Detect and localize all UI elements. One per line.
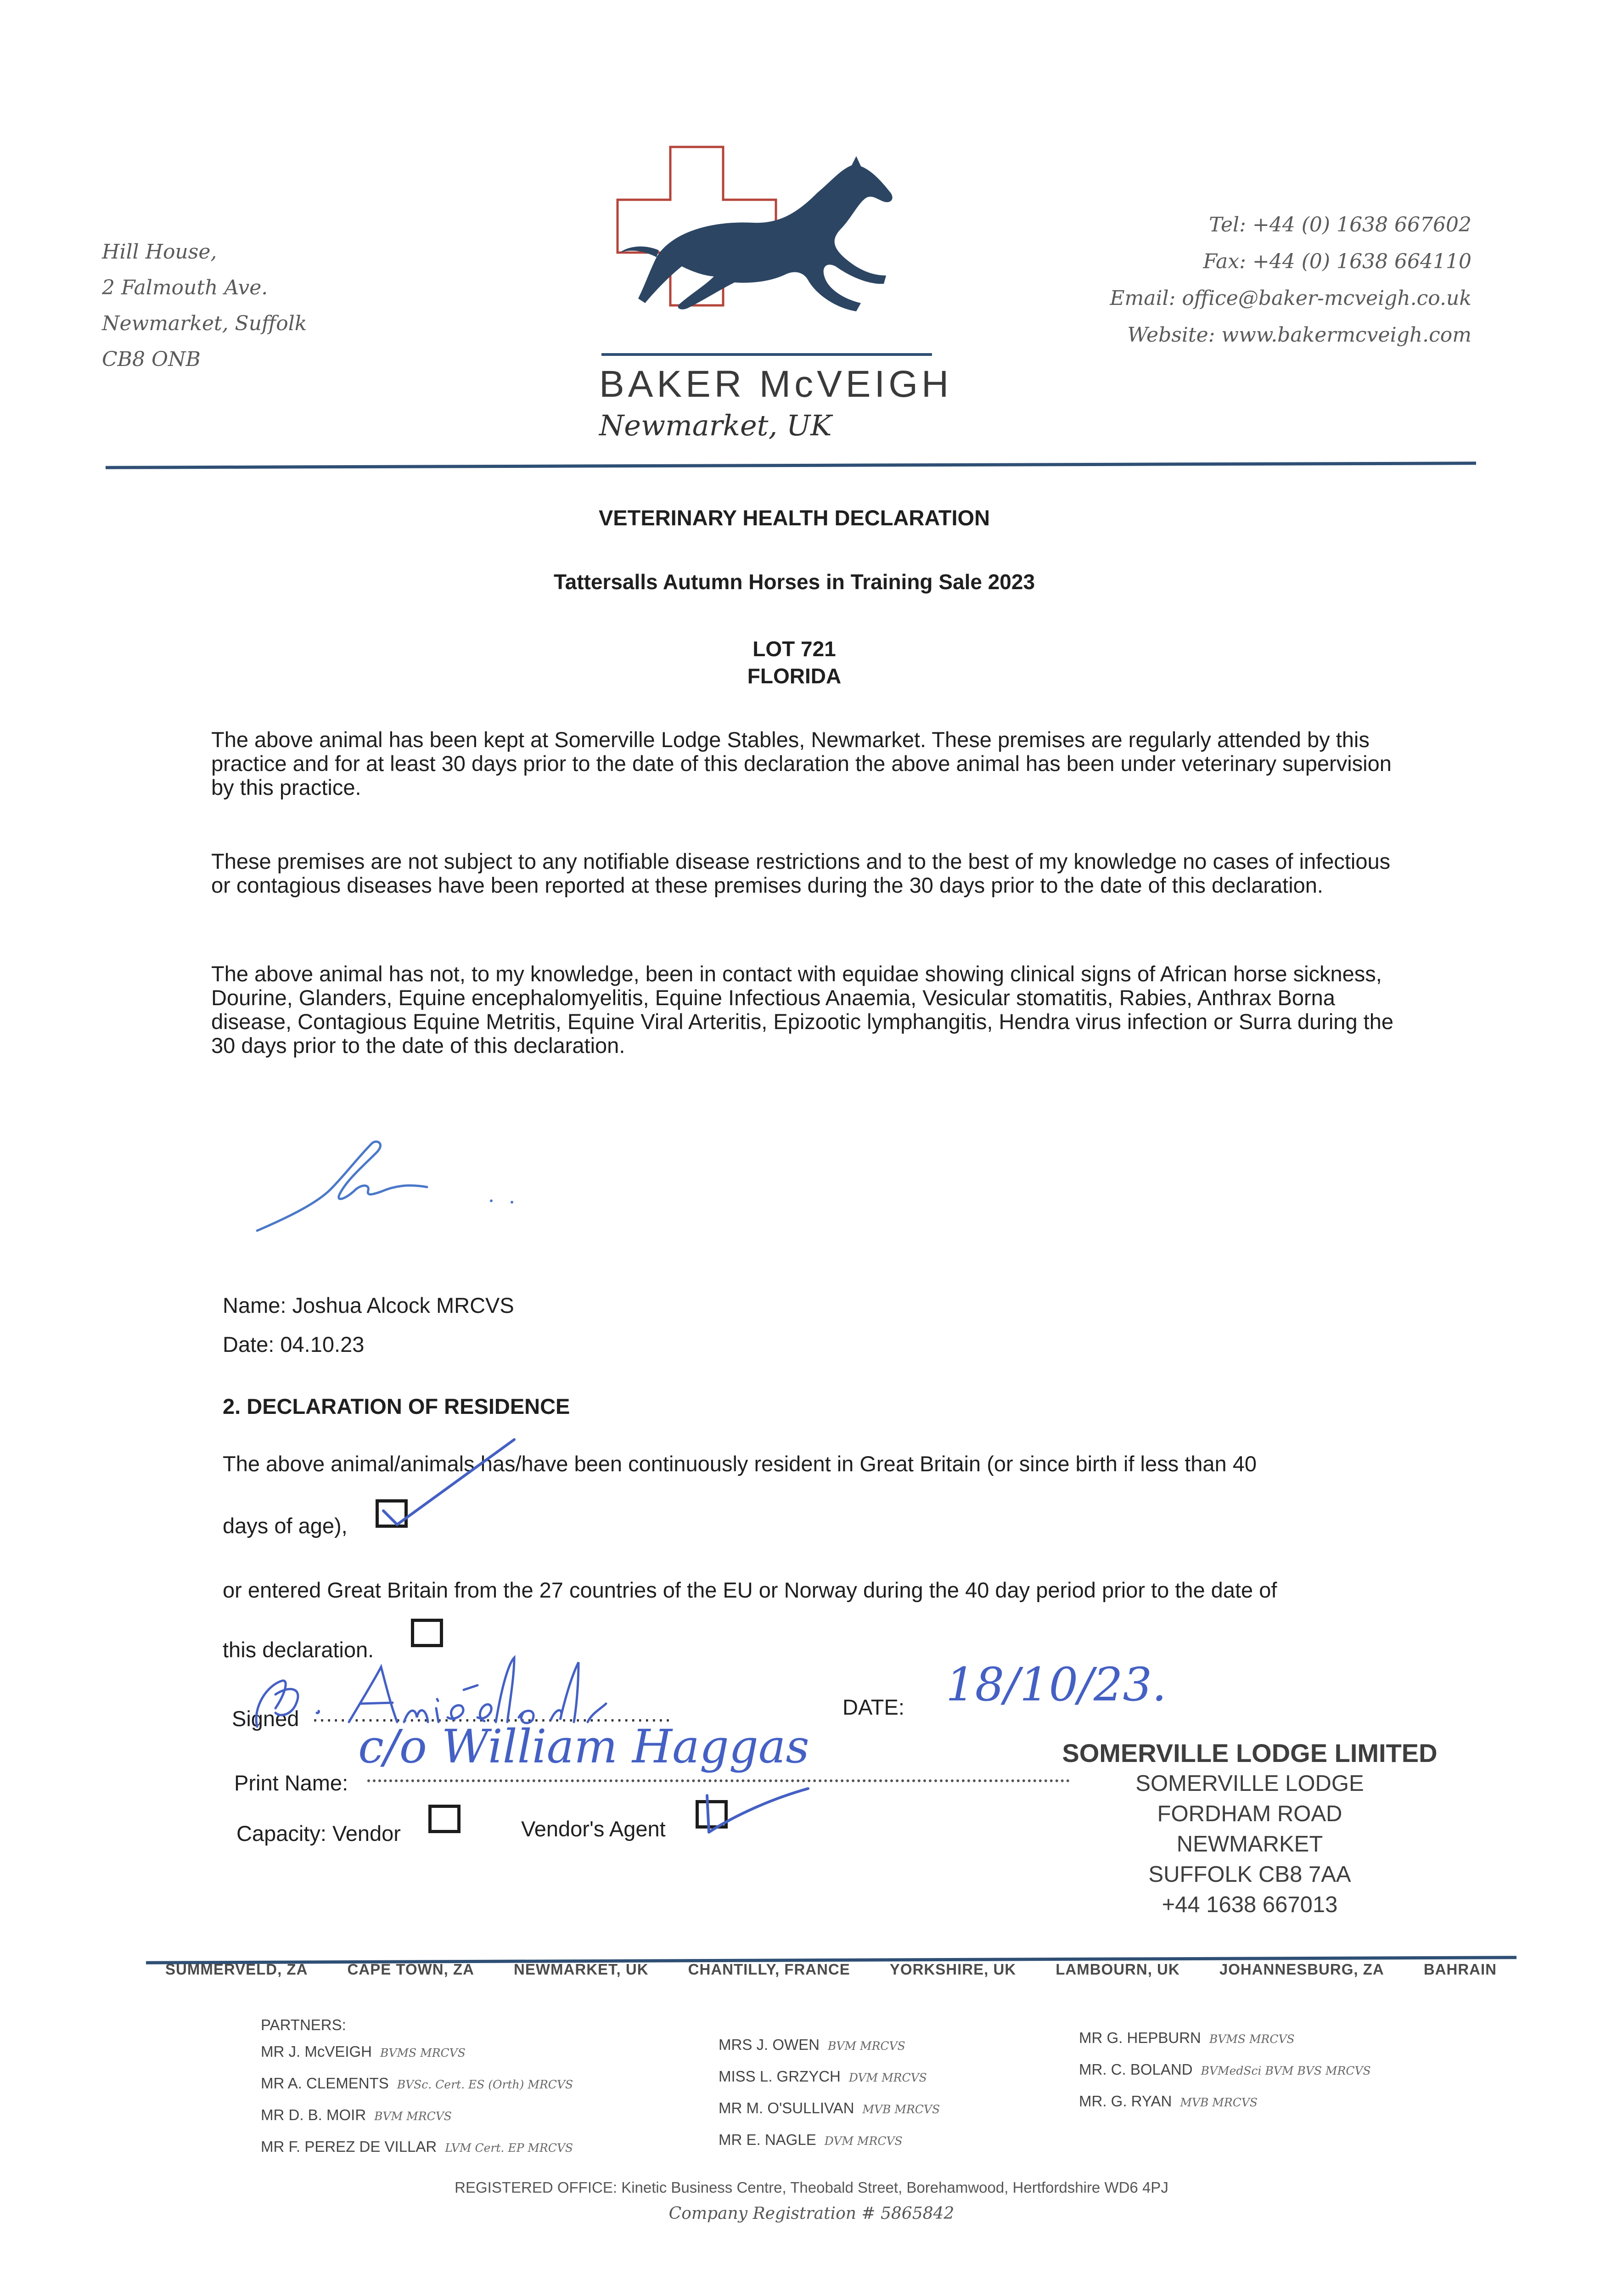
partner-entry: MR. G. RYAN MVB MRCVS: [1079, 2093, 1258, 2110]
partner-entry: MR. C. BOLAND BVMedSci BVM BVS MRCVS: [1079, 2061, 1371, 2078]
stamp-line: +44 1638 667013: [1162, 1892, 1338, 1917]
address-line: 2 Falmouth Ave.: [102, 276, 268, 299]
vendor-agent-label: Vendor's Agent: [521, 1817, 666, 1841]
practice-contact: [1110, 207, 1471, 354]
practice-address: [102, 234, 307, 377]
check-mark-icon: [702, 1782, 813, 1846]
lot-number: LOT 721: [753, 637, 836, 661]
location-item: CAPE TOWN, ZA: [347, 1961, 474, 1978]
contact-line: Tel: +44 (0) 1638 667602: [1209, 213, 1471, 236]
company-stamp: [1025, 1738, 1475, 1920]
stamp-company-name: SOMERVILLE LODGE LIMITED: [1062, 1739, 1438, 1767]
handwritten-date: 18/10/23.: [946, 1658, 1167, 1711]
address-line: Newmarket, Suffolk: [102, 312, 307, 335]
residence-option1-text: days of age),: [223, 1514, 348, 1538]
residence-option2-text: or entered Great Britain from the 27 countries of the EU or Norway during the 40 day period prior to the date of: [223, 1578, 1277, 1602]
residence-option1-text: The above animal/animals has/have been continuously resident in Great Britain (or since birth if less than 40: [223, 1452, 1257, 1476]
location-item: SUMMERVELD, ZA: [165, 1961, 308, 1978]
residence-heading: 2. DECLARATION OF RESIDENCE: [223, 1394, 570, 1418]
contact-line: Email: office@baker-mcveigh.co.uk: [1110, 287, 1471, 310]
partner-entry: MR M. O'SULLIVAN MVB MRCVS: [719, 2099, 940, 2116]
stamp-line: NEWMARKET: [1176, 1832, 1323, 1857]
residence-option2-text: this declaration.: [223, 1638, 374, 1662]
print-name-label: Print Name:: [234, 1771, 348, 1795]
location-item: LAMBOURN, UK: [1056, 1961, 1180, 1978]
signature-line: ....................................................: [312, 1702, 672, 1726]
partner-entry: MR A. CLEMENTS BVSc. Cert. ES (Orth) MRCVS: [261, 2075, 573, 2092]
partner-entry: MR E. NAGLE DVM MRCVS: [719, 2131, 903, 2148]
horse-name: FLORIDA: [747, 664, 842, 688]
partners-column: [719, 2030, 940, 2156]
partners-column: [261, 2014, 573, 2163]
partner-entry: MRS J. OWEN BVM MRCVS: [719, 2036, 905, 2053]
check-mark-icon: [376, 1433, 523, 1534]
brand-name: BAKER McVEIGH: [599, 363, 953, 405]
partner-entry: MR G. HEPBURN BVMS MRCVS: [1079, 2029, 1295, 2046]
declaration-paragraph: These premises are not subject to any notifiable disease restrictions and to the best of my knowledge no cases of infectious or contagious diseases have been reported at these premises during the 30 days prior to the date of this declaration.: [211, 849, 1391, 897]
declaration-paragraph: The above animal has not, to my knowledge, been in contact with equidae showing clinical signs of African horse sickness, Dourine, Glanders, Equine encephalomyelitis, Equine Infectious Anaemia, Vesicular stomatitis, Rabies, Anthrax Borna disease, Contagious Equine Metritis, Equine Viral Arteritis, Epizootic lymphangitis, Hendra virus infection or Surra during the 30 days prior to the date of this declaration.: [211, 962, 1393, 1058]
partner-entry: MR D. B. MOIR BVM MRCVS: [261, 2106, 452, 2123]
stamp-line: SOMERVILLE LODGE: [1135, 1771, 1364, 1796]
vet-name: Name: Joshua Alcock MRCVS: [223, 1293, 514, 1317]
sale-title: Tattersalls Autumn Horses in Training Sale 2023: [553, 570, 1035, 594]
baker-mcveigh-logo-icon: [601, 138, 932, 358]
contact-line: Fax: +44 (0) 1638 664110: [1203, 250, 1471, 273]
brand-location: Newmarket, UK: [599, 409, 832, 442]
location-item: BAHRAIN: [1423, 1961, 1497, 1978]
document-title: VETERINARY HEALTH DECLARATION: [598, 506, 990, 530]
partners-label: PARTNERS:: [261, 2016, 346, 2033]
partner-entry: MISS L. GRZYCH DVM MRCVS: [719, 2068, 927, 2085]
partners-column: [1079, 2023, 1371, 2118]
vet-date: Date: 04.10.23: [223, 1332, 365, 1356]
location-item: CHANTILLY, FRANCE: [688, 1961, 850, 1978]
entered-gb-checkbox[interactable]: [411, 1619, 443, 1647]
stamp-line: SUFFOLK CB8 7AA: [1148, 1862, 1351, 1887]
partner-entry: MR F. PEREZ DE VILLAR LVM Cert. EP MRCVS: [261, 2138, 573, 2155]
vendor-checkbox[interactable]: [428, 1805, 461, 1833]
office-locations: [165, 1961, 1497, 1978]
location-item: YORKSHIRE, UK: [889, 1961, 1016, 1978]
address-line: Hill House,: [102, 240, 217, 264]
company-registration: Company Registration # 5865842: [668, 2204, 955, 2223]
contact-line: Website: www.bakermcveigh.com: [1127, 323, 1471, 347]
signed-label: Signed: [232, 1706, 299, 1731]
capacity-vendor-label: Capacity: Vendor: [236, 1821, 401, 1846]
location-item: NEWMARKET, UK: [514, 1961, 649, 1978]
stamp-line: FORDHAM ROAD: [1157, 1801, 1342, 1826]
registered-office: REGISTERED OFFICE: Kinetic Business Centre, Theobald Street, Borehamwood, Hertfordshire WD6 4PJ: [455, 2179, 1168, 2196]
date-label: DATE:: [842, 1695, 904, 1719]
vet-signature: [248, 1125, 533, 1244]
address-line: CB8 ONB: [102, 348, 201, 371]
header-divider: [106, 461, 1476, 469]
declaration-paragraph: The above animal has been kept at Somerville Lodge Stables, Newmarket. These premises are regularly attended by this practice and for at least 30 days prior to the date of this declaration the above animal has been under veterinary supervision by this practice.: [211, 727, 1392, 799]
handwritten-print-name: c/o William Haggas: [358, 1720, 809, 1773]
partner-entry: MR J. McVEIGH BVMS MRCVS: [261, 2043, 466, 2060]
location-item: JOHANNESBURG, ZA: [1219, 1961, 1384, 1978]
